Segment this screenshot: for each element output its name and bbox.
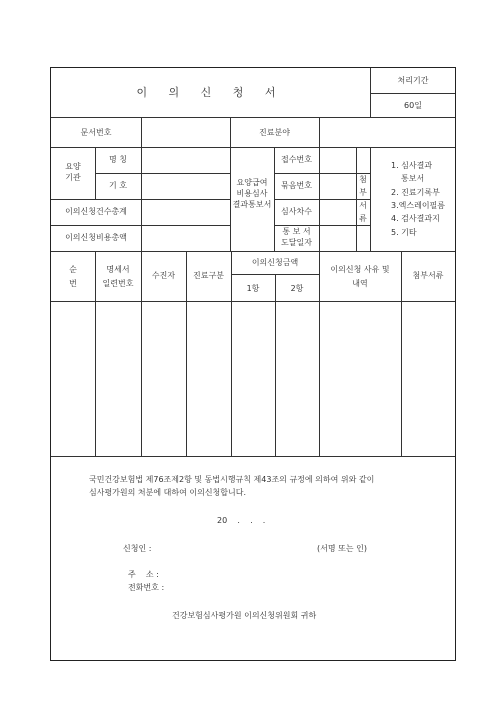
agency-code-label: 기 호 (109, 181, 127, 190)
processing-period-label: 처리기간 (397, 76, 429, 85)
attachment-item: 4. 검사결과지 (391, 214, 440, 223)
rule (370, 93, 455, 94)
notice-arrival-date-label: 도달일자 (281, 238, 312, 247)
form-title: 이 의 신 청 서 (136, 86, 285, 99)
rule (356, 147, 357, 251)
rule (141, 251, 142, 456)
processing-period-value: 60일 (404, 101, 422, 110)
rule (319, 117, 320, 147)
address-label: 주 소 : (128, 570, 159, 579)
review-notice-label: 비용심사 (236, 189, 268, 198)
attachments-label: 첨 (359, 175, 367, 184)
col-patient: 수진자 (151, 271, 176, 280)
phone-label: 전화번호 : (128, 583, 165, 592)
review-round-label: 심사차수 (281, 207, 312, 216)
rule (186, 251, 187, 456)
rule (51, 147, 455, 148)
attachment-item: 통보서 (401, 174, 425, 183)
col-seq: 번 (69, 279, 77, 288)
attachments-label: 류 (359, 214, 367, 223)
attachment-item: 1. 심사결과 (391, 161, 433, 170)
rule (370, 147, 371, 251)
attachments-label: 부 (359, 188, 367, 197)
col-statement-serial: 명세서 (106, 265, 130, 274)
application-date: 20 . . . (217, 516, 266, 525)
rule (95, 173, 230, 174)
rule (51, 301, 455, 302)
application-form (50, 67, 456, 661)
rule (231, 251, 232, 456)
rule (141, 147, 142, 251)
recipient: 건강보험심사평가원 이의신청위원회 귀하 (172, 611, 317, 620)
rule (51, 117, 455, 118)
medical-field-label: 진료분야 (259, 128, 290, 137)
notice-arrival-date-label: 통 보 서 (282, 227, 311, 236)
rule (51, 251, 455, 252)
agency-label: 기관 (65, 173, 81, 182)
rule (401, 251, 402, 456)
col-item-2: 2항 (290, 284, 304, 293)
attachment-item: 3.엑스레이필름 (391, 201, 446, 210)
col-claim-amount: 이의신청금액 (251, 258, 299, 267)
statement-text: 심사평가원의 처분에 대하여 이의신청합니다. (89, 488, 247, 497)
agency-label: 요양 (65, 162, 81, 171)
col-seq: 순 (69, 265, 77, 274)
col-attachments: 첨부서류 (412, 271, 444, 280)
col-item-1: 1항 (246, 284, 260, 293)
review-notice-label: 요양급여 (236, 178, 268, 187)
applicant-label: 신청인 : (123, 544, 152, 553)
agency-name-label: 명 칭 (109, 155, 127, 164)
attachment-item: 5. 기타 (391, 228, 417, 237)
rule (141, 117, 142, 147)
review-notice-label: 결과통보서 (232, 200, 272, 209)
signature-label: (서명 또는 인) (317, 544, 367, 553)
rule (275, 274, 276, 456)
bundle-number-label: 묶음번호 (281, 181, 312, 190)
attachments-label: 서 (359, 201, 367, 210)
col-statement-serial: 일련번호 (102, 279, 134, 288)
doc-number-label: 문서번호 (80, 128, 112, 137)
claim-amount-total-label: 이의신청비용총액 (65, 233, 127, 242)
attachment-item: 2. 진료기록부 (391, 188, 440, 197)
rule (51, 456, 455, 457)
col-treatment-class: 진료구분 (193, 271, 224, 280)
statement-text: 국민건강보험법 제76조제2항 및 동법시행규칙 제43조의 규정에 의하여 위와 같이 (89, 475, 375, 484)
receipt-number-label: 접수번호 (281, 155, 312, 164)
col-reason: 이의신청 사유 및 (330, 265, 390, 274)
col-reason: 내역 (352, 279, 368, 288)
claim-count-total-label: 이의신청건수총계 (65, 207, 127, 216)
rule (319, 147, 320, 251)
